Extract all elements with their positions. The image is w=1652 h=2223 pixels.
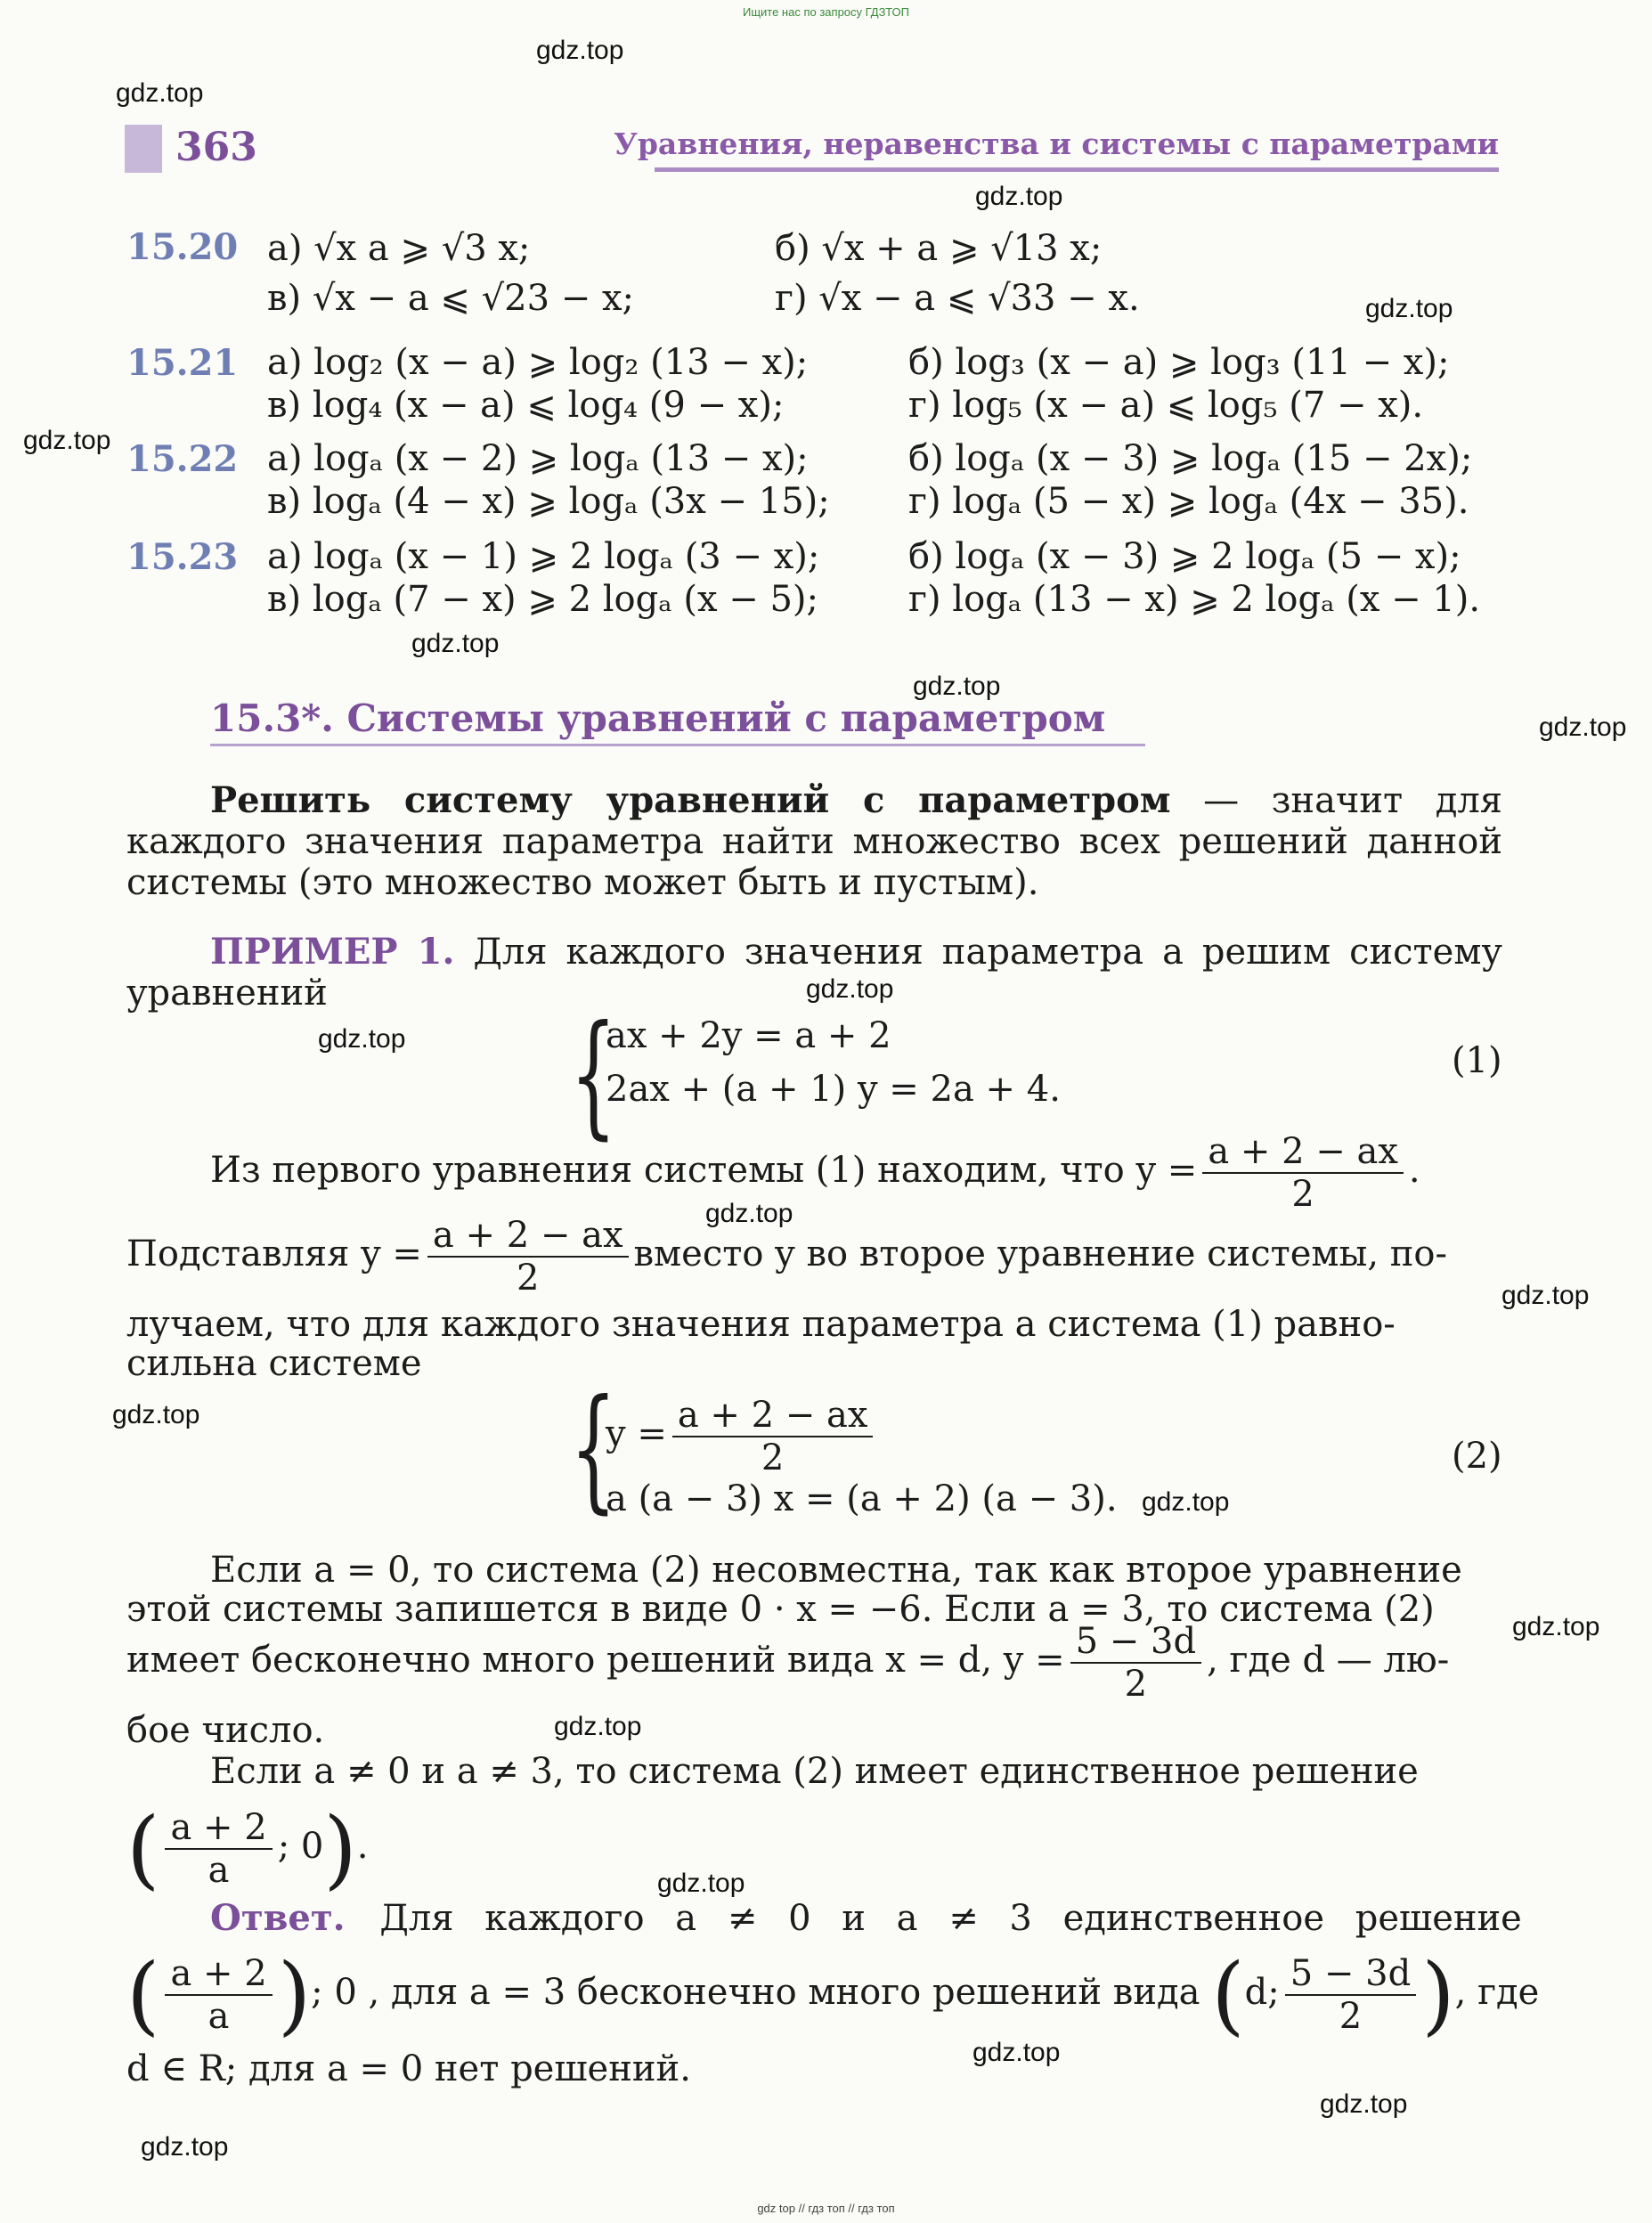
watermark: gdz.top	[23, 426, 111, 455]
example-intro	[126, 932, 1502, 1014]
fraction	[1202, 1131, 1404, 1215]
page-number-marker	[125, 125, 162, 173]
text-span: ; 0	[277, 1826, 324, 1867]
answer-line	[210, 1897, 1522, 1939]
watermark: gdz.top	[141, 2132, 229, 2162]
fraction-numerator: 5 − 3d	[1070, 1621, 1201, 1664]
top-note: Ищите нас по запросу ГДЗТОП	[742, 5, 909, 19]
fraction	[1285, 1953, 1416, 2037]
watermark: gdz.top	[657, 1869, 745, 1898]
equation-number: (2)	[1452, 1436, 1502, 1477]
watermark: gdz.top	[1539, 712, 1627, 742]
text-span: Подставляя y =	[126, 1234, 422, 1274]
text-line: Если a = 0, то система (2) несовместна, так как второе уравнение	[210, 1550, 1462, 1591]
definition-term: Решить систему уравнений с параметром	[210, 779, 1171, 821]
text-span: .	[356, 1826, 369, 1867]
system-brace: {	[570, 1372, 617, 1527]
system-1-eq-2: 2ax + (a + 1) y = 2a + 4.	[606, 1069, 1061, 1110]
exercise-item: в) logₐ (7 − x) ⩾ 2 logₐ (x − 5);	[267, 579, 819, 620]
fraction-denominator: a	[208, 1850, 230, 1891]
definition-paragraph	[126, 780, 1502, 903]
section-title: 15.3*. Системы уравнений с параметром	[210, 696, 1106, 740]
watermark: gdz.top	[1501, 1281, 1590, 1310]
text-span: имеет бесконечно много решений вида x = d, y =	[126, 1640, 1065, 1681]
paren-right: )	[277, 1945, 312, 2045]
exercise-item: б) log₃ (x − a) ⩾ log₃ (11 − x);	[908, 342, 1450, 383]
fraction-numerator: a + 2 − ax	[1202, 1131, 1404, 1174]
exercise-item: а) √x a ⩾ √3 x;	[267, 228, 531, 269]
text-span: ; 0 , для a = 3 бесконечно много решений вида	[311, 1972, 1200, 2013]
watermark: gdz.top	[972, 2038, 1061, 2067]
watermark: gdz.top	[116, 78, 204, 108]
exercise-item: в) log₄ (x − a) ⩽ log₄ (9 − x);	[267, 385, 785, 426]
fraction-numerator: a + 2 − ax	[427, 1215, 629, 1258]
watermark: gdz.top	[1320, 2089, 1408, 2119]
system-brace: {	[570, 998, 617, 1152]
exercise-item: б) logₐ (x − 3) ⩾ logₐ (15 − 2x);	[908, 438, 1473, 479]
text-span: вместо y во второе уравнение системы, по-	[633, 1234, 1448, 1274]
paren-left: (	[126, 1799, 160, 1899]
paren-right: )	[323, 1799, 357, 1899]
exercise-item: а) logₐ (x − 1) ⩾ 2 logₐ (3 − x);	[267, 536, 820, 577]
text-line: Если a ≠ 0 и a ≠ 3, то система (2) имеет единственное решение	[210, 1751, 1419, 1792]
exercise-item: г) √x − a ⩽ √33 − x.	[775, 278, 1140, 319]
text-line: бое число.	[126, 1710, 325, 1751]
running-title: Уравнения, неравенства и системы с параметрами	[614, 126, 1499, 161]
fraction-denominator: 2	[1339, 1996, 1363, 2037]
fraction-denominator: 2	[1291, 1174, 1314, 1215]
problem-number: 15.23	[126, 536, 239, 578]
text-line: этой системы запишется в виде 0 · x = −6. Если a = 3, то система (2)	[126, 1589, 1435, 1630]
text-line: сильна системе	[126, 1343, 422, 1384]
answer-label: Ответ.	[210, 1897, 346, 1939]
exercise-item: г) log₅ (x − a) ⩽ log₅ (7 − x).	[908, 385, 1424, 426]
fraction	[165, 1807, 272, 1891]
answer-line: d ∈ R; для a = 0 нет решений.	[126, 2048, 691, 2089]
problem-number: 15.22	[126, 438, 239, 480]
text-line: лучаем, что для каждого значения параметра a система (1) равно-	[126, 1304, 1396, 1345]
watermark: gdz.top	[1142, 1487, 1230, 1517]
watermark: gdz.top	[705, 1199, 793, 1228]
exercise-item: в) logₐ (4 − x) ⩾ logₐ (3x − 15);	[267, 481, 830, 522]
text-line: Из первого уравнения системы (1) находим, что y = $\frac{a + 2 - ax}{2}$ .	[210, 1131, 1420, 1215]
text-span: Из первого уравнения системы (1) находим, что y =	[210, 1150, 1198, 1191]
text-span: Для каждого a ≠ 0 и a ≠ 3 единственное решение	[379, 1898, 1522, 1939]
text-span: , где	[1454, 1972, 1540, 2013]
exercise-item: б) logₐ (x − 3) ⩾ 2 logₐ (5 − x);	[908, 536, 1461, 577]
watermark: gdz.top	[318, 1024, 406, 1054]
exercise-item: г) logₐ (5 − x) ⩾ logₐ (4x − 35).	[908, 481, 1469, 522]
section-rule	[210, 744, 1145, 746]
problem-number: 15.21	[126, 342, 239, 384]
bottom-note: gdz top // гдз топ // гдз топ	[757, 2202, 895, 2215]
fraction-numerator: a + 2	[165, 1953, 272, 1996]
fraction-numerator: 5 − 3d	[1285, 1953, 1416, 1996]
fraction	[672, 1395, 874, 1478]
exercise-item: б) √x + a ⩾ √13 x;	[775, 228, 1103, 269]
watermark: gdz.top	[1512, 1612, 1600, 1641]
header-rule	[655, 167, 1499, 172]
example-label: ПРИМЕР 1.	[210, 931, 455, 973]
watermark: gdz.top	[411, 629, 500, 658]
paren-left: (	[1211, 1945, 1245, 2045]
fraction-numerator: a + 2	[165, 1807, 272, 1850]
fraction-denominator: 2	[516, 1258, 540, 1299]
text-line	[126, 1215, 1447, 1299]
system-2-eq-1	[606, 1395, 878, 1478]
exercise-item: г) logₐ (13 − x) ⩾ 2 logₐ (x − 1).	[908, 579, 1481, 620]
watermark: gdz.top	[1365, 294, 1453, 323]
paren-right: )	[1421, 1945, 1455, 2045]
example-intro-text: Для каждого значения параметра a решим систему уравнений	[126, 932, 1503, 1014]
system-2-eq-2: a (a − 3) x = (a + 2) (a − 3).	[606, 1478, 1118, 1519]
text-line	[126, 1621, 1449, 1705]
fraction-denominator: 2	[1124, 1664, 1148, 1705]
fraction-denominator: a	[208, 1996, 230, 2037]
fraction	[165, 1953, 272, 2037]
watermark: gdz.top	[536, 36, 624, 65]
paren-left: (	[126, 1945, 160, 2045]
exercise-item: в) √x − a ⩽ √23 − x;	[267, 278, 634, 319]
text-span: , где d — лю-	[1207, 1640, 1450, 1681]
fraction	[427, 1215, 629, 1299]
fraction-numerator: a + 2 − ax	[672, 1395, 874, 1437]
answer-line	[126, 1945, 1539, 2045]
exercise-item: а) logₐ (x − 2) ⩾ logₐ (13 − x);	[267, 438, 809, 479]
fraction	[1070, 1621, 1201, 1705]
problem-number: 15.20	[126, 226, 239, 268]
definition-text: — значит для каждого значения параметра найти множество всех решений данной системы (это множество может быть и пустым).	[126, 780, 1502, 903]
fraction-denominator: 2	[761, 1437, 785, 1478]
page-number: 363	[175, 125, 257, 170]
watermark: gdz.top	[554, 1712, 642, 1741]
text-span: y =	[606, 1413, 667, 1454]
text-span: d;	[1244, 1972, 1280, 2013]
watermark: gdz.top	[975, 182, 1063, 211]
watermark: gdz.top	[806, 974, 894, 1004]
solution-line	[126, 1799, 369, 1899]
equation-number: (1)	[1452, 1040, 1502, 1081]
watermark: gdz.top	[913, 672, 1001, 701]
system-1-eq-1: ax + 2y = a + 2	[606, 1015, 891, 1056]
watermark: gdz.top	[112, 1400, 200, 1429]
exercise-item: а) log₂ (x − a) ⩾ log₂ (13 − x);	[267, 342, 809, 383]
